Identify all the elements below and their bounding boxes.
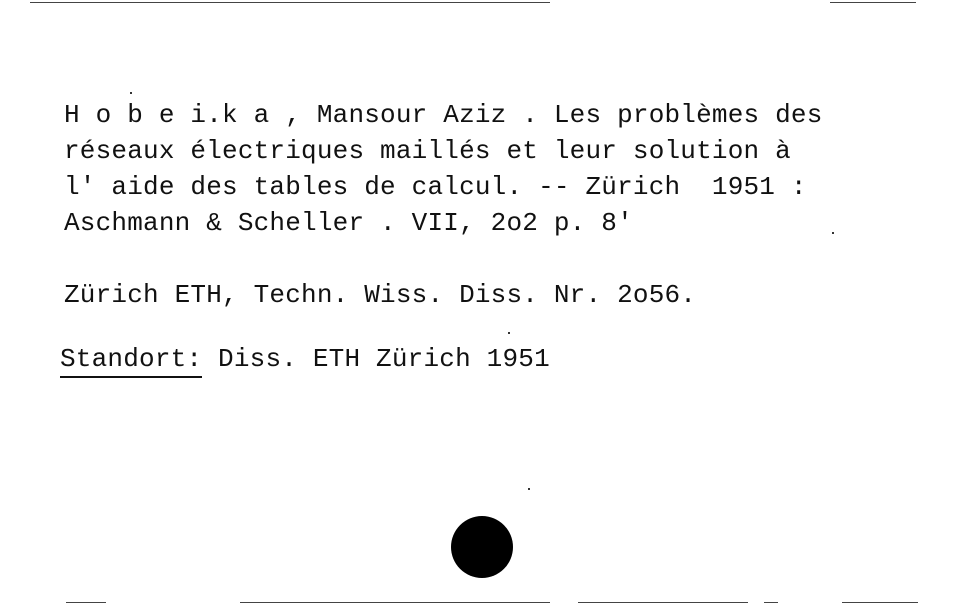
standort-line bbox=[60, 344, 550, 374]
bottom-rule bbox=[66, 602, 106, 603]
dissertation-note: Zürich ETH, Techn. Wiss. Diss. Nr. 2o56. bbox=[64, 280, 697, 310]
standort-label: Standort: bbox=[60, 344, 202, 378]
speck-mark bbox=[832, 232, 834, 234]
top-rule bbox=[30, 2, 550, 3]
bottom-rule bbox=[842, 602, 918, 603]
title-line-2: réseaux électriques maillés et leur solution à bbox=[64, 136, 791, 166]
top-rule-right bbox=[830, 2, 916, 3]
author-title-line-1: H o b e i.k a , Mansour Aziz . Les problèmes des bbox=[64, 100, 823, 130]
title-imprint-line-3: l' aide des tables de calcul. -- Zürich 1951 : bbox=[64, 172, 807, 202]
punch-hole bbox=[451, 516, 513, 578]
standort-value: Diss. ETH Zürich 1951 bbox=[202, 344, 550, 374]
speck-mark bbox=[130, 92, 132, 94]
bottom-rule bbox=[240, 602, 550, 603]
bottom-rule bbox=[764, 602, 778, 603]
bottom-rule bbox=[578, 602, 748, 603]
publisher-collation-line: Aschmann & Scheller . VII, 2o2 p. 8' bbox=[64, 208, 633, 238]
speck-mark bbox=[508, 332, 510, 334]
speck-mark bbox=[528, 488, 530, 490]
